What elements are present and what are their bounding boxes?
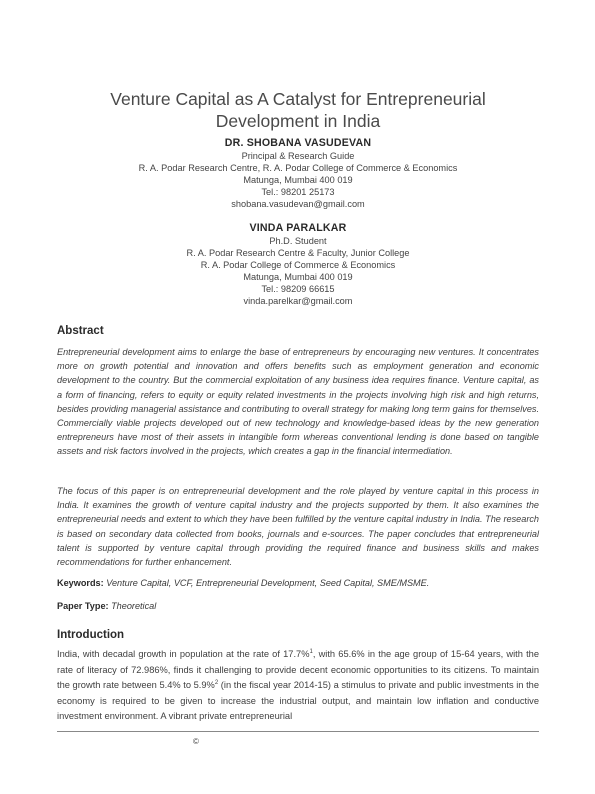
- footnote-ref-1: 1: [309, 648, 313, 655]
- author-affiliation: R. A. Podar Research Centre & Faculty, Junior College: [186, 248, 410, 259]
- author-tel: Tel.: 98209 66615: [261, 284, 335, 295]
- author-address: Matunga, Mumbai 400 019: [243, 175, 353, 186]
- introduction-paragraph: [57, 647, 539, 725]
- copyright-symbol: ©: [193, 737, 199, 746]
- footnote-ref-2: 2: [214, 680, 219, 687]
- author-block-1: [57, 136, 539, 210]
- author-role: Ph.D. Student: [269, 236, 327, 246]
- author-affiliation: R. A. Podar College of Commerce & Economics: [200, 260, 396, 271]
- author-block-2: [57, 221, 539, 308]
- abstract-paragraph-1: Entrepreneurial development aims to enlarge the base of entrepreneurs by encouraging new ventures. It concentrates more on growth potential and innovation and offers benefits such as employment generation and economic development to the country. But the commercial exploitation of any business idea requires finance. Venture capital, as a form of financing, refers to equity or equity related investments in the projects involving high risk and high returns, besides providing managerial assistance and contributing to overall strategy for making long term gains for themselves. Commercially viable projects developed out of new technology and knowledge-based ideas by the new generation entrepreneurs have most of their assets in intangible form whereas conventional lending is done based on tangible assets and risk factors involved in the projects, which creates a gap in the financial intermediation.: [57, 347, 539, 457]
- introduction-heading: Introduction: [57, 629, 125, 641]
- intro-text-2: , with 65.6% in the age group of 15-64 years, with the rate of literacy of 72.986%, finds it challenging to provide decent economic opportunities to its citizens. To maintain the growth rate between 5.4% to 5.9%: [57, 649, 539, 691]
- paper-type-line: [57, 600, 539, 613]
- paper-type-value: Theoretical: [111, 601, 157, 611]
- paper-title-line-2: Development in India: [215, 111, 381, 131]
- footer-rule: [57, 731, 539, 732]
- author-name: DR. SHOBANA VASUDEVAN: [224, 137, 372, 149]
- author-name: VINDA PARALKAR: [249, 222, 347, 234]
- author-role: Principal & Research Guide: [241, 151, 355, 161]
- paper-type-label: Paper Type:: [57, 601, 109, 611]
- author-affiliation: R. A. Podar Research Centre, R. A. Podar College of Commerce & Economics: [138, 163, 458, 174]
- paper-title: [57, 88, 539, 132]
- intro-text-1: India, with decadal growth in population at the rate of 17.7%: [57, 649, 310, 659]
- keywords-value: Venture Capital, VCF, Entrepreneurial Development, Seed Capital, SME/MSME.: [106, 578, 430, 588]
- keywords-line: [57, 577, 539, 590]
- abstract-paragraph-2: The focus of this paper is on entrepreneurial development and the role played by venture capital in this process in India. It examines the growth of venture capital industry and the projects supported by them. It also examines the entrepreneurial needs and extent to which they have been fulfilled by the venture capital industry in India. The research is based on secondary data collected from books, journals and e-sources. The paper concludes that entrepreneurial talent is supported by venture capital through providing the required finance and business skills and makes recommendations for further enhancement.: [57, 486, 539, 568]
- intro-text-3: (in the fiscal year 2014-15) a stimulus to private and public investments in the economy is required to be given to increase the industrial output, and maintain low inflation and conductive investment environment. A vibrant private entrepreneurial: [57, 680, 539, 722]
- author-address: Matunga, Mumbai 400 019: [243, 272, 353, 283]
- author-tel: Tel.: 98201 25173: [261, 187, 335, 198]
- paper-title-line-1: Venture Capital as A Catalyst for Entrepreneurial: [110, 89, 486, 109]
- keywords-label: Keywords:: [57, 578, 104, 588]
- abstract-heading: Abstract: [57, 325, 104, 337]
- author-email: shobana.vasudevan@gmail.com: [231, 199, 365, 210]
- author-email: vinda.parelkar@gmail.com: [243, 296, 353, 307]
